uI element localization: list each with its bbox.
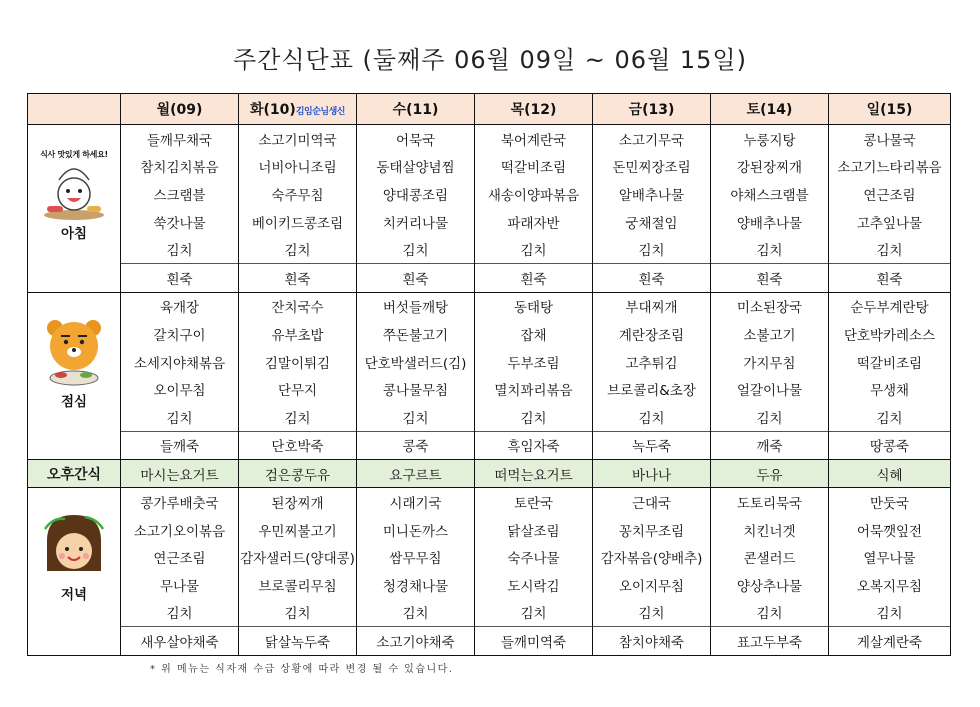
menu-item-thu: 김치	[475, 403, 593, 431]
menu-item-sun: 소고기느타리볶음	[829, 153, 951, 181]
menu-item-thu: 흑임자죽	[475, 431, 593, 460]
menu-item-fri: 알배추나물	[593, 180, 711, 208]
menu-item-thu: 토란국	[475, 488, 593, 516]
menu-item-wed: 김치	[357, 599, 475, 627]
menu-item-tue: 숙주무침	[239, 180, 357, 208]
day-name: 목(12)	[510, 102, 557, 118]
menu-item-sat: 콘샐러드	[711, 543, 829, 571]
menu-item-fri: 녹두죽	[593, 431, 711, 460]
lunch-row	[28, 320, 951, 348]
menu-item-tue: 브로콜리무침	[239, 571, 357, 599]
birthday-note: 김임순님생신	[295, 107, 345, 117]
day-name: 화(10)	[250, 102, 296, 118]
menu-item-wed: 단호박샐러드(김)	[357, 348, 475, 376]
lunch-row	[28, 292, 951, 320]
cheering-girl-icon	[39, 511, 109, 583]
menu-item-thu: 잡채	[475, 320, 593, 348]
menu-item-tue: 닭살녹두죽	[239, 627, 357, 656]
page-title: 주간식단표 (둘째주 06월 09일 ~ 06월 15일)	[233, 46, 747, 74]
dinner-row	[28, 516, 951, 544]
lunch-row	[28, 348, 951, 376]
lunch-row	[28, 375, 951, 403]
menu-item-mon: 스크램블	[121, 180, 239, 208]
menu-item-mon: 흰죽	[121, 263, 239, 292]
menu-item-fri: 김치	[593, 403, 711, 431]
menu-item-fri: 감자볶음(양배추)	[593, 543, 711, 571]
menu-item-mon: 김치	[121, 599, 239, 627]
breakfast-row	[28, 208, 951, 236]
snack-item-sun: 식혜	[829, 460, 951, 488]
menu-item-sat: 치킨너겟	[711, 516, 829, 544]
day-name: 일(15)	[866, 102, 913, 118]
menu-item-mon: 오이무침	[121, 375, 239, 403]
menu-item-fri: 김치	[593, 599, 711, 627]
menu-item-thu: 멸치꽈리볶음	[475, 375, 593, 403]
menu-item-sat: 강된장찌개	[711, 153, 829, 181]
menu-item-mon: 갈치구이	[121, 320, 239, 348]
menu-item-sat: 미소된장국	[711, 292, 829, 320]
menu-item-sun: 떡갈비조림	[829, 348, 951, 376]
menu-item-thu: 흰죽	[475, 263, 593, 292]
menu-item-mon: 김치	[121, 403, 239, 431]
breakfast-row	[28, 125, 951, 153]
menu-item-fri: 돈민찌장조림	[593, 153, 711, 181]
menu-item-sat: 김치	[711, 235, 829, 263]
menu-item-thu: 도시락김	[475, 571, 593, 599]
menu-item-fri: 소고기무국	[593, 125, 711, 153]
menu-item-wed: 소고기야채죽	[357, 627, 475, 656]
menu-item-sat: 양배추나물	[711, 208, 829, 236]
menu-item-sun: 순두부계란탕	[829, 292, 951, 320]
menu-item-wed: 쌈무무침	[357, 543, 475, 571]
menu-item-fri: 고추튀김	[593, 348, 711, 376]
menu-item-tue: 흰죽	[239, 263, 357, 292]
snack-item-tue: 검은콩두유	[239, 460, 357, 488]
snack-item-wed: 요구르트	[357, 460, 475, 488]
dinner-label-spacer	[28, 627, 121, 656]
dinner-label-cell	[28, 488, 121, 627]
snack-row	[28, 460, 951, 488]
menu-item-tue: 우민찌불고기	[239, 516, 357, 544]
menu-item-thu: 새송이양파볶음	[475, 180, 593, 208]
menu-item-tue: 소고기미역국	[239, 125, 357, 153]
menu-item-sun: 흰죽	[829, 263, 951, 292]
meal-label: 저녁	[60, 587, 88, 604]
snack-item-thu: 떠먹는요거트	[475, 460, 593, 488]
dinner-row	[28, 543, 951, 571]
menu-item-tue: 잔치국수	[239, 292, 357, 320]
menu-item-tue: 김말이튀김	[239, 348, 357, 376]
dinner-row	[28, 488, 951, 516]
dinner-row	[28, 571, 951, 599]
menu-item-mon: 들깨죽	[121, 431, 239, 460]
snack-item-sat: 두유	[711, 460, 829, 488]
smiling-food-mascot-icon	[39, 160, 109, 222]
menu-item-tue: 유부초밥	[239, 320, 357, 348]
menu-item-mon: 김치	[121, 235, 239, 263]
day-name: 월(09)	[156, 102, 203, 118]
breakfast-row	[28, 235, 951, 263]
day-name: 금(13)	[628, 102, 675, 118]
menu-item-sun: 만둣국	[829, 488, 951, 516]
menu-item-thu: 떡갈비조림	[475, 153, 593, 181]
day-header-tue	[239, 94, 357, 125]
corner-cell	[28, 94, 121, 125]
menu-item-sat: 흰죽	[711, 263, 829, 292]
menu-item-tue: 김치	[239, 235, 357, 263]
day-header-sun	[829, 94, 951, 125]
menu-item-thu: 들깨미역죽	[475, 627, 593, 656]
menu-item-fri: 흰죽	[593, 263, 711, 292]
menu-item-sat: 가지무침	[711, 348, 829, 376]
menu-item-sun: 김치	[829, 599, 951, 627]
menu-item-mon: 새우살야채죽	[121, 627, 239, 656]
menu-item-tue: 단호박죽	[239, 431, 357, 460]
menu-item-sun: 땅콩죽	[829, 431, 951, 460]
menu-item-tue: 김치	[239, 403, 357, 431]
menu-item-thu: 김치	[475, 235, 593, 263]
menu-item-sun: 고추잎나물	[829, 208, 951, 236]
menu-item-sat: 양상추나물	[711, 571, 829, 599]
menu-item-wed: 미니돈까스	[357, 516, 475, 544]
menu-item-thu: 동태탕	[475, 292, 593, 320]
menu-item-sat: 김치	[711, 403, 829, 431]
menu-item-wed: 버섯들깨탕	[357, 292, 475, 320]
dinner-row	[28, 599, 951, 627]
menu-item-thu: 북어계란국	[475, 125, 593, 153]
menu-item-sat: 누룽지탕	[711, 125, 829, 153]
menu-item-sat: 소불고기	[711, 320, 829, 348]
menu-item-sun: 오복지무침	[829, 571, 951, 599]
menu-item-wed: 어묵국	[357, 125, 475, 153]
breakfast-label-cell	[28, 125, 121, 264]
menu-item-fri: 계란장조림	[593, 320, 711, 348]
menu-item-fri: 근대국	[593, 488, 711, 516]
day-header-thu	[475, 94, 593, 125]
lunch-row	[28, 403, 951, 431]
menu-item-mon: 소고기오이볶음	[121, 516, 239, 544]
menu-item-wed: 김치	[357, 235, 475, 263]
menu-item-sun: 무생채	[829, 375, 951, 403]
menu-item-wed: 시래기국	[357, 488, 475, 516]
menu-item-fri: 오이지무침	[593, 571, 711, 599]
menu-item-wed: 흰죽	[357, 263, 475, 292]
menu-item-tue: 단무지	[239, 375, 357, 403]
menu-item-thu: 숙주나물	[475, 543, 593, 571]
menu-item-fri: 브로콜리&초장	[593, 375, 711, 403]
day-header-row	[28, 94, 951, 125]
menu-item-sat: 야채스크램블	[711, 180, 829, 208]
breakfast-row	[28, 263, 951, 292]
menu-item-fri: 궁채절임	[593, 208, 711, 236]
dinner-row	[28, 627, 951, 656]
breakfast-row	[28, 153, 951, 181]
meal-label: 아침	[60, 225, 88, 242]
breakfast-label-spacer	[28, 263, 121, 292]
menu-item-wed: 쭈돈불고기	[357, 320, 475, 348]
lunch-label-spacer	[28, 431, 121, 460]
menu-item-sat: 얼갈이나물	[711, 375, 829, 403]
menu-item-sun: 김치	[829, 403, 951, 431]
menu-item-thu: 파래자반	[475, 208, 593, 236]
meal-label: 점심	[60, 393, 88, 410]
menu-item-thu: 김치	[475, 599, 593, 627]
day-header-wed	[357, 94, 475, 125]
menu-item-mon: 쑥갓나물	[121, 208, 239, 236]
menu-item-wed: 콩죽	[357, 431, 475, 460]
menu-item-mon: 육개장	[121, 292, 239, 320]
menu-item-tue: 너비아니조림	[239, 153, 357, 181]
menu-item-wed: 콩나물무침	[357, 375, 475, 403]
menu-item-sat: 깨죽	[711, 431, 829, 460]
menu-item-fri: 부대찌개	[593, 292, 711, 320]
snack-item-fri: 바나나	[593, 460, 711, 488]
menu-item-wed: 치커리나물	[357, 208, 475, 236]
menu-item-mon: 무나물	[121, 571, 239, 599]
snack-label: 오후간식	[28, 460, 121, 488]
day-header-mon	[121, 94, 239, 125]
greeting-text: 식사 맛있게 하세요!	[40, 149, 108, 159]
menu-item-tue: 감자샐러드(양대콩)	[239, 543, 357, 571]
menu-item-sun: 콩나물국	[829, 125, 951, 153]
menu-item-thu: 닭살조림	[475, 516, 593, 544]
menu-item-fri: 꽁치무조림	[593, 516, 711, 544]
menu-item-wed: 양대콩조림	[357, 180, 475, 208]
menu-item-sat: 김치	[711, 599, 829, 627]
menu-item-wed: 청경채나물	[357, 571, 475, 599]
day-name: 토(14)	[746, 102, 793, 118]
menu-item-sun: 게살계란죽	[829, 627, 951, 656]
menu-item-fri: 김치	[593, 235, 711, 263]
menu-item-mon: 들깨무채국	[121, 125, 239, 153]
weekly-menu-table	[27, 93, 951, 656]
lunch-row	[28, 431, 951, 460]
menu-item-sun: 김치	[829, 235, 951, 263]
menu-item-fri: 참치야채죽	[593, 627, 711, 656]
menu-item-mon: 연근조림	[121, 543, 239, 571]
menu-item-tue: 김치	[239, 599, 357, 627]
menu-item-sun: 연근조림	[829, 180, 951, 208]
day-header-fri	[593, 94, 711, 125]
menu-item-mon: 참치김치볶음	[121, 153, 239, 181]
footnote: * 위 메뉴는 식자재 수급 상황에 따라 변경 될 수 있습니다.	[150, 664, 454, 675]
menu-item-tue: 된장찌개	[239, 488, 357, 516]
menu-item-mon: 콩가루배춧국	[121, 488, 239, 516]
day-header-sat	[711, 94, 829, 125]
menu-item-wed: 김치	[357, 403, 475, 431]
menu-item-sun: 열무나물	[829, 543, 951, 571]
menu-item-sun: 어묵깻잎전	[829, 516, 951, 544]
lunch-label-cell	[28, 292, 121, 431]
menu-item-mon: 소세지야채볶음	[121, 348, 239, 376]
menu-item-sun: 단호박카레소스	[829, 320, 951, 348]
menu-item-tue: 베이키드콩조림	[239, 208, 357, 236]
menu-item-sat: 표고두부죽	[711, 627, 829, 656]
menu-item-sat: 도토리묵국	[711, 488, 829, 516]
menu-item-wed: 동태살양념찜	[357, 153, 475, 181]
bear-eating-icon	[41, 314, 107, 390]
snack-item-mon: 마시는요거트	[121, 460, 239, 488]
breakfast-row	[28, 180, 951, 208]
day-name: 수(11)	[392, 102, 439, 118]
menu-item-thu: 두부조림	[475, 348, 593, 376]
